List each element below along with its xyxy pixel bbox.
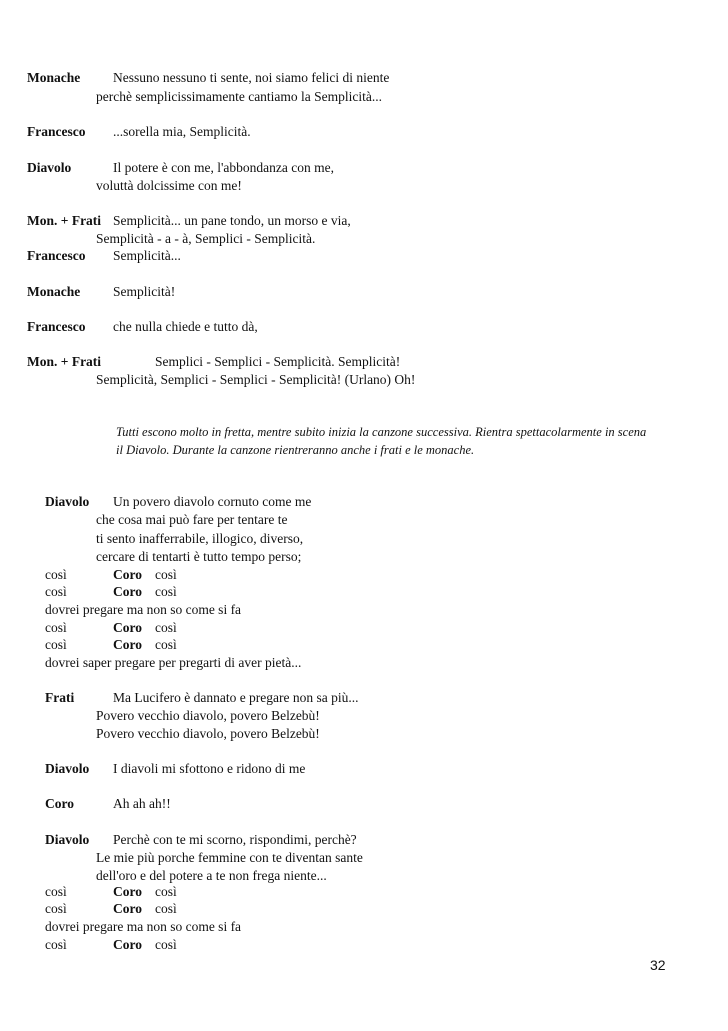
- refrain-line: dovrei pregare ma non so come si fa: [45, 602, 242, 617]
- speaker-coro: Coro: [113, 620, 142, 635]
- stage-direction: Tutti escono molto in fretta, mentre subito inizia la canzone successiva. Rientra spettacolarmente in scena: [116, 425, 647, 439]
- speaker-diavolo: Diavolo: [27, 160, 72, 175]
- refrain-line: dovrei pregare ma non so come si fa: [45, 919, 242, 934]
- speaker-coro: Coro: [113, 637, 142, 652]
- page-number: 32: [650, 957, 666, 973]
- speaker-mon-frati: Mon. + Frati: [27, 213, 102, 228]
- speaker-diavolo: Diavolo: [45, 761, 90, 776]
- refrain-word: così: [45, 620, 67, 635]
- refrain-word: così: [155, 637, 177, 652]
- speaker-francesco: Francesco: [27, 319, 86, 334]
- speaker-monache: Monache: [27, 70, 81, 85]
- refrain-word: così: [45, 937, 67, 952]
- dialogue-line: Semplicità - a - à, Semplici - Semplicità.: [96, 231, 316, 246]
- refrain-word: così: [45, 901, 67, 916]
- lyric-line: Perchè con te mi scorno, rispondimi, perchè?: [113, 832, 357, 847]
- refrain-word: così: [155, 584, 177, 599]
- refrain-word: così: [155, 567, 177, 582]
- dialogue-line: Semplici - Semplici - Semplicità. Semplicità!: [155, 354, 401, 369]
- lyric-line: dell'oro e del potere a te non frega niente...: [96, 868, 327, 883]
- lyric-line: Un povero diavolo cornuto come me: [113, 494, 312, 509]
- refrain-word: così: [155, 620, 177, 635]
- refrain-word: così: [45, 637, 67, 652]
- refrain-word: così: [45, 567, 67, 582]
- dialogue-line: Semplicità, Semplici - Semplici - Semplicità! (Urlano) Oh!: [96, 372, 416, 387]
- dialogue-line: Semplicità... un pane tondo, un morso e via,: [113, 213, 351, 228]
- refrain-word: così: [155, 901, 177, 916]
- speaker-francesco: Francesco: [27, 124, 86, 139]
- dialogue-line: ...sorella mia, Semplicità.: [113, 124, 251, 139]
- speaker-coro: Coro: [113, 884, 142, 899]
- speaker-francesco: Francesco: [27, 248, 86, 263]
- lyric-line: Ah ah ah!!: [113, 796, 171, 811]
- lyric-line: Povero vecchio diavolo, povero Belzebù!: [96, 708, 320, 723]
- dialogue-line: Il potere è con me, l'abbondanza con me,: [113, 160, 334, 175]
- refrain-line: dovrei saper pregare per pregarti di aver pietà...: [45, 655, 302, 670]
- speaker-diavolo: Diavolo: [45, 494, 90, 509]
- dialogue-line: Nessuno nessuno ti sente, noi siamo felici di niente: [113, 70, 390, 85]
- speaker-frati: Frati: [45, 690, 75, 705]
- speaker-coro: Coro: [113, 584, 142, 599]
- speaker-coro: Coro: [113, 567, 142, 582]
- speaker-mon-frati: Mon. + Frati: [27, 354, 102, 369]
- dialogue-line: che nulla chiede e tutto dà,: [113, 319, 258, 334]
- lyric-line: Ma Lucifero è dannato e pregare non sa più...: [113, 690, 359, 705]
- refrain-word: così: [155, 937, 177, 952]
- refrain-word: così: [45, 884, 67, 899]
- speaker-diavolo: Diavolo: [45, 832, 90, 847]
- stage-direction: il Diavolo. Durante la canzone rientreranno anche i frati e le monache.: [116, 443, 475, 457]
- dialogue-line: perchè semplicissimamente cantiamo la Semplicità...: [96, 89, 383, 104]
- speaker-coro: Coro: [113, 901, 142, 916]
- speaker-coro: Coro: [113, 937, 142, 952]
- refrain-word: così: [155, 884, 177, 899]
- dialogue-line: Semplicità!: [113, 284, 176, 299]
- lyric-line: che cosa mai può fare per tentare te: [96, 512, 288, 527]
- dialogue-line: Semplicità...: [113, 248, 181, 263]
- lyric-line: cercare di tentarti è tutto tempo perso;: [96, 549, 302, 564]
- lyric-line: Le mie più porche femmine con te diventan sante: [96, 850, 363, 865]
- speaker-coro: Coro: [45, 796, 74, 811]
- lyric-line: ti sento inafferrabile, illogico, diverso,: [96, 531, 304, 546]
- speaker-monache: Monache: [27, 284, 81, 299]
- lyric-line: I diavoli mi sfottono e ridono di me: [113, 761, 306, 776]
- dialogue-line: voluttà dolcissime con me!: [96, 178, 242, 193]
- refrain-word: così: [45, 584, 67, 599]
- lyric-line: Povero vecchio diavolo, povero Belzebù!: [96, 726, 320, 741]
